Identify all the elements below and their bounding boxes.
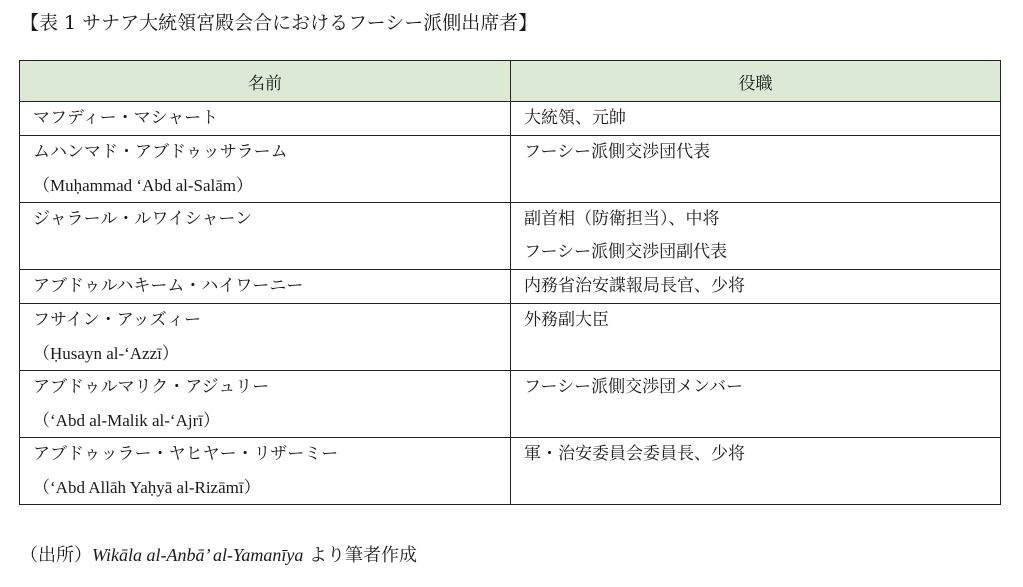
name-romanization: （Muḥammad ‘Abd al-Salām） bbox=[33, 176, 254, 195]
table-row bbox=[20, 371, 1001, 438]
attendees-table bbox=[19, 60, 1001, 505]
name-text: アブドゥルハキーム・ハイワーニー bbox=[33, 276, 304, 296]
position-text: フーシー派側交渉団メンバー bbox=[524, 377, 743, 397]
source-title: Wikāla al-Anbā’ al-Yamanīya bbox=[92, 545, 304, 565]
name-text: フサイン・アッズィー bbox=[33, 310, 202, 330]
column-header-name: 名前 bbox=[20, 61, 511, 102]
position-cell bbox=[511, 102, 1001, 136]
name-cell bbox=[20, 304, 511, 371]
table-row bbox=[20, 102, 1001, 136]
name-text: ジャラール・ルワイシャーン bbox=[33, 209, 253, 229]
table-header-row bbox=[20, 61, 1001, 102]
name-text: アブドゥッラー・ヤヒヤー・リザーミー bbox=[33, 444, 339, 464]
table-row bbox=[20, 304, 1001, 371]
name-cell bbox=[20, 203, 511, 270]
position-cell bbox=[511, 136, 1001, 203]
name-cell bbox=[20, 371, 511, 438]
name-cell bbox=[20, 102, 511, 136]
position-cell bbox=[511, 438, 1001, 505]
position-cell bbox=[511, 371, 1001, 438]
table-caption: 【表 1 サナア大統領宮殿会合におけるフーシー派側出席者】 bbox=[20, 12, 538, 34]
position-cell bbox=[511, 203, 1001, 270]
position-text: 大統領、元帥 bbox=[524, 108, 626, 128]
table-row bbox=[20, 438, 1001, 505]
position-text: 外務副大臣 bbox=[524, 310, 609, 330]
table-row bbox=[20, 270, 1001, 304]
position-text: 内務省治安諜報局長官、少将 bbox=[524, 276, 745, 296]
position-text: 軍・治安委員会委員長、少将 bbox=[524, 444, 745, 464]
name-romanization: （‘Abd Allāh Yaḥyā al-Rizāmī） bbox=[33, 478, 261, 497]
position-text: フーシー派側交渉団代表 bbox=[524, 142, 711, 162]
name-text: マフディー・マシャート bbox=[33, 108, 219, 128]
table-row bbox=[20, 203, 1001, 270]
table-row bbox=[20, 136, 1001, 203]
name-romanization: （‘Abd al-Malik al-‘Ajrī） bbox=[33, 411, 220, 430]
source-note bbox=[20, 542, 417, 569]
name-cell bbox=[20, 136, 511, 203]
name-cell bbox=[20, 438, 511, 505]
source-prefix: （出所） bbox=[20, 545, 92, 566]
position-text: 副首相（防衛担当）、中将 bbox=[524, 209, 720, 229]
position-text: フーシー派側交渉団副代表 bbox=[524, 242, 728, 262]
name-romanization: （Ḥusayn al-‘Azzī） bbox=[33, 344, 179, 363]
name-text: ムハンマド・アブドゥッサラーム bbox=[33, 142, 288, 162]
position-cell bbox=[511, 270, 1001, 304]
source-suffix: より筆者作成 bbox=[303, 545, 418, 566]
column-header-position: 役職 bbox=[511, 61, 1001, 102]
name-spacer bbox=[33, 236, 510, 269]
position-cell bbox=[511, 304, 1001, 371]
name-text: アブドゥルマリク・アジュリー bbox=[33, 377, 270, 397]
name-cell bbox=[20, 270, 511, 304]
